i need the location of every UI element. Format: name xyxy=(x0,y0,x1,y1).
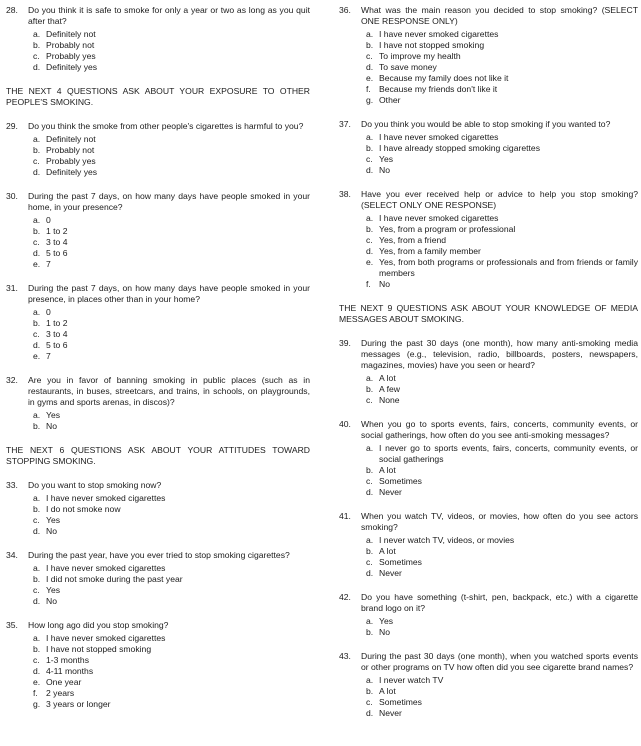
options-list xyxy=(28,633,310,710)
option-row xyxy=(361,29,638,40)
option-row xyxy=(28,644,310,655)
question-body xyxy=(28,375,310,432)
question-item xyxy=(6,620,310,710)
question-text: During the past 7 days, on how many days have people smoked in your presence, in places other than in your home? xyxy=(28,283,310,304)
question-item xyxy=(339,592,638,638)
option-letter: c. xyxy=(33,515,40,525)
option-letter: f. xyxy=(366,84,371,94)
option-letter: d. xyxy=(366,708,374,718)
option-text: Probably not xyxy=(46,40,95,50)
option-letter: c. xyxy=(366,557,373,567)
question-body xyxy=(361,511,638,579)
option-text: A lot xyxy=(379,546,396,556)
option-letter: a. xyxy=(366,616,374,626)
option-letter: c. xyxy=(366,476,373,486)
option-letter: b. xyxy=(33,145,41,155)
option-text: To save money xyxy=(379,62,437,72)
option-text: 2 years xyxy=(46,688,75,698)
option-row xyxy=(28,40,310,51)
option-letter: c. xyxy=(366,235,373,245)
option-row xyxy=(361,246,638,257)
option-text: 1 to 2 xyxy=(46,226,68,236)
option-text: I do not smoke now xyxy=(46,504,121,514)
question-text: Do you think it is safe to smoke for only a year or two as long as you quit after that? xyxy=(28,5,310,26)
option-row xyxy=(361,487,638,498)
options-list xyxy=(361,443,638,498)
question-item xyxy=(6,375,310,432)
question-number: 33. xyxy=(6,480,18,490)
option-row xyxy=(361,165,638,176)
option-letter: a. xyxy=(33,215,41,225)
question-item xyxy=(339,511,638,579)
option-row xyxy=(361,373,638,384)
option-letter: a. xyxy=(33,633,41,643)
question-item xyxy=(339,419,638,498)
option-row xyxy=(28,515,310,526)
option-text: Yes xyxy=(379,154,394,164)
option-row xyxy=(361,279,638,290)
option-letter: e. xyxy=(33,259,41,269)
option-text: I have never smoked cigarettes xyxy=(46,493,166,503)
option-letter: b. xyxy=(366,465,374,475)
options-list xyxy=(361,535,638,579)
option-letter: a. xyxy=(33,493,41,503)
option-text: I have never smoked cigarettes xyxy=(379,213,499,223)
option-letter: d. xyxy=(366,246,374,256)
question-number: 29. xyxy=(6,121,18,131)
option-row xyxy=(361,686,638,697)
option-row xyxy=(28,259,310,270)
option-text: Definitely yes xyxy=(46,167,98,177)
option-row xyxy=(361,616,638,627)
option-row xyxy=(28,29,310,40)
option-text: 7 xyxy=(46,259,51,269)
option-text: Probably not xyxy=(46,145,95,155)
question-text: Do you think the smoke from other people's cigarettes is harmful to you? xyxy=(28,121,304,131)
option-row xyxy=(28,51,310,62)
option-row xyxy=(361,443,638,465)
question-item xyxy=(6,283,310,362)
question-number: 30. xyxy=(6,191,18,201)
options-list xyxy=(28,29,310,73)
option-row xyxy=(28,655,310,666)
option-text: Yes xyxy=(379,616,394,626)
question-item xyxy=(339,5,638,106)
option-letter: b. xyxy=(33,574,41,584)
question-body xyxy=(361,5,638,106)
question-number: 35. xyxy=(6,620,18,630)
option-row xyxy=(361,40,638,51)
option-letter: c. xyxy=(33,655,40,665)
option-letter: e. xyxy=(33,677,41,687)
question-text: When you go to sports events, fairs, concerts, community events, or social gatherings, how often do you see anti-smoking messages? xyxy=(361,419,638,440)
option-text: No xyxy=(379,279,390,289)
options-list xyxy=(361,616,638,638)
options-list xyxy=(361,675,638,719)
question-number: 43. xyxy=(339,651,351,661)
options-list xyxy=(28,563,310,607)
option-letter: g. xyxy=(33,699,41,709)
option-row xyxy=(28,585,310,596)
option-letter: c. xyxy=(33,585,40,595)
option-letter: b. xyxy=(33,318,41,328)
question-number: 37. xyxy=(339,119,351,129)
option-text: A few xyxy=(379,384,401,394)
option-text: No xyxy=(46,596,57,606)
option-row xyxy=(28,493,310,504)
option-row xyxy=(361,51,638,62)
question-body xyxy=(361,189,638,290)
options-list xyxy=(28,134,310,178)
option-text: A lot xyxy=(379,465,396,475)
option-text: 3 years or longer xyxy=(46,699,111,709)
option-row xyxy=(361,73,638,84)
option-letter: c. xyxy=(366,395,373,405)
option-letter: c. xyxy=(366,51,373,61)
questionnaire-column-right xyxy=(339,5,638,732)
option-letter: f. xyxy=(33,688,38,698)
option-row xyxy=(361,675,638,686)
question-item xyxy=(339,338,638,406)
option-letter: d. xyxy=(33,596,41,606)
option-text: Never xyxy=(379,568,402,578)
option-text: Because my friends don't like it xyxy=(379,84,498,94)
option-row xyxy=(28,340,310,351)
option-row xyxy=(28,145,310,156)
option-row xyxy=(28,156,310,167)
option-letter: a. xyxy=(33,563,41,573)
option-letter: a. xyxy=(366,213,374,223)
option-letter: d. xyxy=(366,165,374,175)
option-text: A lot xyxy=(379,686,396,696)
option-text: 3 to 4 xyxy=(46,329,68,339)
option-letter: b. xyxy=(366,627,374,637)
option-letter: d. xyxy=(366,62,374,72)
option-row xyxy=(28,504,310,515)
option-text: A lot xyxy=(379,373,396,383)
option-text: 7 xyxy=(46,351,51,361)
option-letter: f. xyxy=(366,279,371,289)
option-text: Never xyxy=(379,708,402,718)
option-row xyxy=(28,134,310,145)
question-text: When you watch TV, videos, or movies, how often do you see actors smoking? xyxy=(361,511,638,532)
question-number: 39. xyxy=(339,338,351,348)
option-text: Sometimes xyxy=(379,557,422,567)
question-item xyxy=(6,480,310,537)
option-letter: d. xyxy=(33,248,41,258)
options-list xyxy=(28,307,310,362)
option-text: One year xyxy=(46,677,82,687)
option-text: I never go to sports events, fairs, concerts, community events, or social gatherings xyxy=(379,443,638,464)
option-text: None xyxy=(379,395,400,405)
question-number: 28. xyxy=(6,5,18,15)
option-row xyxy=(361,132,638,143)
question-body xyxy=(361,419,638,498)
option-row xyxy=(361,557,638,568)
option-text: No xyxy=(46,526,57,536)
question-text: During the past 7 days, on how many days have people smoked in your home, in your presence? xyxy=(28,191,310,212)
option-letter: d. xyxy=(366,487,374,497)
option-letter: c. xyxy=(366,154,373,164)
option-letter: b. xyxy=(33,40,41,50)
question-body xyxy=(28,191,310,270)
option-text: 3 to 4 xyxy=(46,237,68,247)
option-text: Definitely not xyxy=(46,134,96,144)
option-text: Yes, from both programs or professionals and from friends or family members xyxy=(379,257,638,278)
option-row xyxy=(361,62,638,73)
option-text: Yes xyxy=(46,515,61,525)
option-row xyxy=(28,215,310,226)
option-letter: c. xyxy=(366,697,373,707)
option-row xyxy=(28,421,310,432)
question-number: 32. xyxy=(6,375,18,385)
question-text: During the past 30 days (one month), how many anti-smoking media messages (e.g., television, radio, billboards, posters, newspapers, magazines, movies) have you seen or heard? xyxy=(361,338,638,370)
option-letter: b. xyxy=(366,546,374,556)
option-row xyxy=(28,329,310,340)
option-letter: b. xyxy=(33,644,41,654)
option-text: Yes, from a family member xyxy=(379,246,481,256)
section-header: THE NEXT 4 QUESTIONS ASK ABOUT YOUR EXPOSURE TO OTHER PEOPLE'S SMOKING. xyxy=(6,86,310,107)
option-text: Sometimes xyxy=(379,476,422,486)
option-letter: a. xyxy=(366,373,374,383)
option-letter: b. xyxy=(366,224,374,234)
question-number: 34. xyxy=(6,550,18,560)
option-text: Yes xyxy=(46,585,61,595)
question-text: Have you ever received help or advice to help you stop smoking? (SELECT ONLY ONE RESPONSE) xyxy=(361,189,638,210)
question-item xyxy=(6,5,310,73)
option-row xyxy=(361,476,638,487)
option-row xyxy=(361,465,638,476)
option-row xyxy=(28,563,310,574)
option-letter: b. xyxy=(33,226,41,236)
question-body xyxy=(28,480,310,537)
question-text: How long ago did you stop smoking? xyxy=(28,620,169,630)
option-letter: c. xyxy=(33,156,40,166)
option-text: 1 to 2 xyxy=(46,318,68,328)
option-row xyxy=(28,699,310,710)
option-text: No xyxy=(379,627,390,637)
option-letter: g. xyxy=(366,95,374,105)
option-row xyxy=(28,351,310,362)
option-text: I have never smoked cigarettes xyxy=(46,563,166,573)
option-row xyxy=(361,708,638,719)
question-item xyxy=(339,189,638,290)
question-number: 36. xyxy=(339,5,351,15)
option-row xyxy=(28,167,310,178)
option-text: Yes, from a program or professional xyxy=(379,224,516,234)
questionnaire-column-left xyxy=(6,5,310,723)
option-letter: b. xyxy=(366,143,374,153)
option-text: Definitely yes xyxy=(46,62,98,72)
question-body xyxy=(28,550,310,607)
question-number: 42. xyxy=(339,592,351,602)
option-letter: c. xyxy=(33,237,40,247)
option-letter: b. xyxy=(33,504,41,514)
question-item xyxy=(339,651,638,719)
question-item xyxy=(6,121,310,178)
option-text: 0 xyxy=(46,215,51,225)
option-text: I did not smoke during the past year xyxy=(46,574,183,584)
option-text: Sometimes xyxy=(379,697,422,707)
options-list xyxy=(361,373,638,406)
option-letter: a. xyxy=(366,132,374,142)
option-letter: c. xyxy=(33,51,40,61)
question-text: During the past year, have you ever tried to stop smoking cigarettes? xyxy=(28,550,290,560)
option-letter: a. xyxy=(366,443,374,453)
option-text: I have not stopped smoking xyxy=(379,40,485,50)
question-text: Are you in favor of banning smoking in public places (such as in restaurants, in buses, streetcars, and trains, in schools, on playgrounds, in gyms and sports arenas, in discos)? xyxy=(28,375,310,407)
question-body xyxy=(28,283,310,362)
option-text: I never watch TV xyxy=(379,675,444,685)
option-letter: c. xyxy=(33,329,40,339)
question-body xyxy=(361,338,638,406)
question-number: 31. xyxy=(6,283,18,293)
option-letter: b. xyxy=(366,384,374,394)
option-letter: b. xyxy=(366,40,374,50)
question-body xyxy=(28,5,310,73)
option-row xyxy=(28,410,310,421)
option-letter: a. xyxy=(33,29,41,39)
option-text: No xyxy=(379,165,390,175)
option-text: 0 xyxy=(46,307,51,317)
option-row xyxy=(361,84,638,95)
option-row xyxy=(361,154,638,165)
option-text: 5 to 6 xyxy=(46,340,68,350)
option-row xyxy=(28,307,310,318)
option-text: 4-11 months xyxy=(46,666,94,676)
option-row xyxy=(28,596,310,607)
option-row xyxy=(361,568,638,579)
question-body xyxy=(361,651,638,719)
option-row xyxy=(28,248,310,259)
option-text: No xyxy=(46,421,57,431)
option-text: Definitely not xyxy=(46,29,96,39)
option-text: Never xyxy=(379,487,402,497)
option-row xyxy=(28,226,310,237)
option-row xyxy=(28,526,310,537)
question-body xyxy=(361,592,638,638)
option-letter: d. xyxy=(366,568,374,578)
section-header: THE NEXT 6 QUESTIONS ASK ABOUT YOUR ATTITUDES TOWARD STOPPING SMOKING. xyxy=(6,445,310,466)
option-row xyxy=(361,224,638,235)
options-list xyxy=(361,29,638,106)
option-letter: a. xyxy=(366,675,374,685)
option-text: Yes, from a friend xyxy=(379,235,447,245)
option-text: Other xyxy=(379,95,401,105)
option-letter: b. xyxy=(33,421,41,431)
option-letter: d. xyxy=(33,666,41,676)
question-number: 40. xyxy=(339,419,351,429)
option-row xyxy=(28,677,310,688)
question-text: Do you think you would be able to stop smoking if you wanted to? xyxy=(361,119,611,129)
option-row xyxy=(361,213,638,224)
option-letter: a. xyxy=(33,410,41,420)
question-text: What was the main reason you decided to stop smoking? (SELECT ONE RESPONSE ONLY) xyxy=(361,5,638,26)
question-item xyxy=(6,550,310,607)
question-item xyxy=(6,191,310,270)
options-list xyxy=(361,213,638,290)
question-text: During the past 30 days (one month), when you watched sports events or other programs on TV how often did you see cigarette brand names? xyxy=(361,651,638,672)
question-text: Do you want to stop smoking now? xyxy=(28,480,162,490)
option-row xyxy=(28,633,310,644)
option-text: 5 to 6 xyxy=(46,248,68,258)
option-letter: e. xyxy=(33,351,41,361)
option-letter: d. xyxy=(33,340,41,350)
option-row xyxy=(28,62,310,73)
option-row xyxy=(28,318,310,329)
option-text: To improve my health xyxy=(379,51,461,61)
option-letter: e. xyxy=(366,257,374,267)
option-row xyxy=(361,546,638,557)
option-letter: e. xyxy=(366,73,374,83)
option-text: I have already stopped smoking cigarettes xyxy=(379,143,540,153)
option-row xyxy=(361,384,638,395)
option-row xyxy=(361,535,638,546)
option-text: I never watch TV, videos, or movies xyxy=(379,535,515,545)
option-text: I have never smoked cigarettes xyxy=(46,633,166,643)
option-row xyxy=(28,666,310,677)
option-row xyxy=(361,235,638,246)
option-row xyxy=(361,257,638,279)
options-list xyxy=(28,410,310,432)
option-letter: d. xyxy=(33,526,41,536)
option-text: I have never smoked cigarettes xyxy=(379,29,499,39)
option-text: Because my family does not like it xyxy=(379,73,509,83)
option-letter: d. xyxy=(33,167,41,177)
option-row xyxy=(361,395,638,406)
option-row xyxy=(361,627,638,638)
option-row xyxy=(28,237,310,248)
option-row xyxy=(28,574,310,585)
question-item xyxy=(339,119,638,176)
option-letter: b. xyxy=(366,686,374,696)
question-number: 41. xyxy=(339,511,351,521)
option-row xyxy=(361,143,638,154)
option-letter: a. xyxy=(33,307,41,317)
option-text: Probably yes xyxy=(46,156,96,166)
option-letter: a. xyxy=(33,134,41,144)
option-row xyxy=(361,95,638,106)
question-body xyxy=(28,121,310,178)
option-text: Yes xyxy=(46,410,61,420)
option-letter: a. xyxy=(366,29,374,39)
option-text: 1-3 months xyxy=(46,655,89,665)
option-letter: a. xyxy=(366,535,374,545)
option-text: I have never smoked cigarettes xyxy=(379,132,499,142)
question-number: 38. xyxy=(339,189,351,199)
option-row xyxy=(361,697,638,708)
question-body xyxy=(361,119,638,176)
section-header: THE NEXT 9 QUESTIONS ASK ABOUT YOUR KNOWLEDGE OF MEDIA MESSAGES ABOUT SMOKING. xyxy=(339,303,638,324)
option-text: I have not stopped smoking xyxy=(46,644,152,654)
question-body xyxy=(28,620,310,710)
question-text: Do you have something (t-shirt, pen, backpack, etc.) with a cigarette brand logo on it? xyxy=(361,592,638,613)
option-letter: d. xyxy=(33,62,41,72)
options-list xyxy=(28,215,310,270)
option-text: Probably yes xyxy=(46,51,96,61)
option-row xyxy=(28,688,310,699)
options-list xyxy=(28,493,310,537)
options-list xyxy=(361,132,638,176)
